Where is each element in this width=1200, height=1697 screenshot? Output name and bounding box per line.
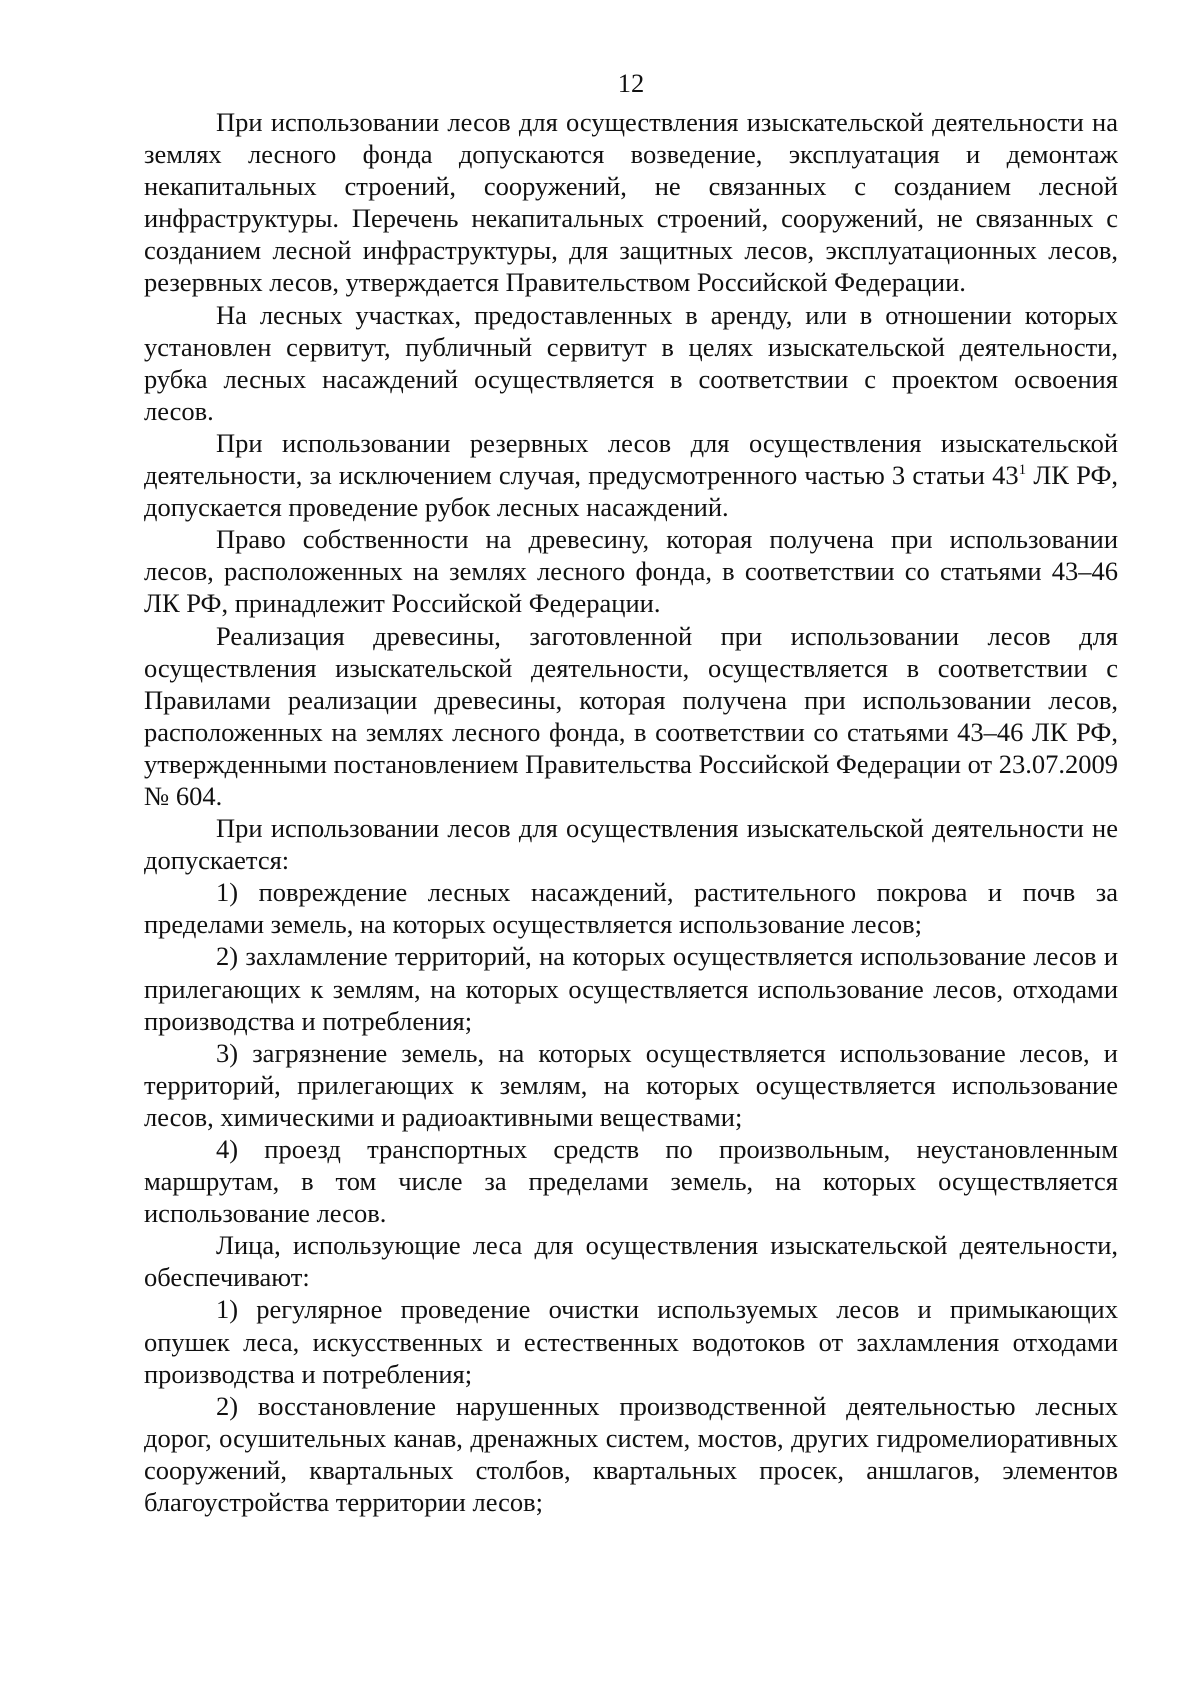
paragraph-6: При использовании лесов для осуществления изыскательской деятельности не допускается:: [144, 813, 1118, 876]
document-page: [144, 68, 1118, 1518]
list-item-2: 2) захламление территорий, на которых осуществляется использование лесов и прилегающих к землям, на которых осуществляется использование лесов, отходами производства и потребления;: [144, 941, 1118, 1036]
paragraph-5: Реализация древесины, заготовленной при использовании лесов для осуществления изыскательской деятельности, осуществляется в соответствии с Правилами реализации древесины, которая получена при использовании лесов, расположенных на землях лесного фонда, в соответствии со статьями 43–46 ЛК РФ, утвержденными постановлением Правительства Российской Федерации от 23.07.2009 № 604.: [144, 620, 1118, 811]
article-superscript: 1: [1018, 462, 1027, 479]
list-item-4: 4) проезд транспортных средств по произвольным, неустановленным маршрутам, в том числе за пределами земель, на которых осуществляется использование лесов.: [144, 1134, 1118, 1229]
duty-item-2: 2) восстановление нарушенных производственной деятельностью лесных дорог, осушительных канав, дренажных систем, мостов, других гидромелиоративных сооружений, квартальных столбов, квартальных просек, аншлагов, элементов благоустройства территории лесов;: [144, 1390, 1118, 1518]
paragraph-3-text: При использовании резервных лесов для осуществления изыскательской деятельности, за исключением случая, предусмотренного частью 3 статьи 43: [144, 427, 1118, 491]
paragraph-7: Лица, использующие леса для осуществления изыскательской деятельности, обеспечивают:: [144, 1230, 1118, 1293]
page-number: 12: [617, 68, 645, 98]
paragraph-2: На лесных участках, предоставленных в аренду, или в отношении которых установлен сервитут, публичный сервитут в целях изыскательской деятельности, рубка лесных насаждений осуществляется в соответствии с проектом освоения лесов.: [144, 299, 1118, 426]
duty-item-1: 1) регулярное проведение очистки используемых лесов и примыкающих опушек леса, искусственных и естественных водотоков от захламления отходами производства и потребления;: [144, 1294, 1118, 1389]
list-item-3: 3) загрязнение земель, на которых осуществляется использование лесов, и территорий, прилегающих к землям, на которых осуществляется использование лесов, химическими и радиоактивными веществами;: [144, 1037, 1118, 1132]
paragraph-3: [144, 427, 1118, 523]
paragraph-1: При использовании лесов для осуществления изыскательской деятельности на землях лесного фонда допускаются возведение, эксплуатация и демонтаж некапитальных строений, сооружений, не связанных с созданием лесной инфраструктуры. Перечень некапитальных строений, сооружений, не связанных с созданием лесной инфраструктуры, для защитных лесов, эксплуатационных лесов, резервных лесов, утверждается Правительством Российской Федерации.: [144, 107, 1118, 298]
paragraph-4: Право собственности на древесину, которая получена при использовании лесов, расположенных на землях лесного фонда, в соответствии со статьями 43–46 ЛК РФ, принадлежит Российской Федерации.: [144, 524, 1118, 619]
paragraph-3-text-end: ЛК РФ, допускается проведение рубок лесных насаждений.: [144, 460, 1119, 523]
list-item-1: 1) повреждение лесных насаждений, растительного покрова и почв за пределами земель, на которых осуществляется использование лесов;: [144, 877, 1118, 940]
